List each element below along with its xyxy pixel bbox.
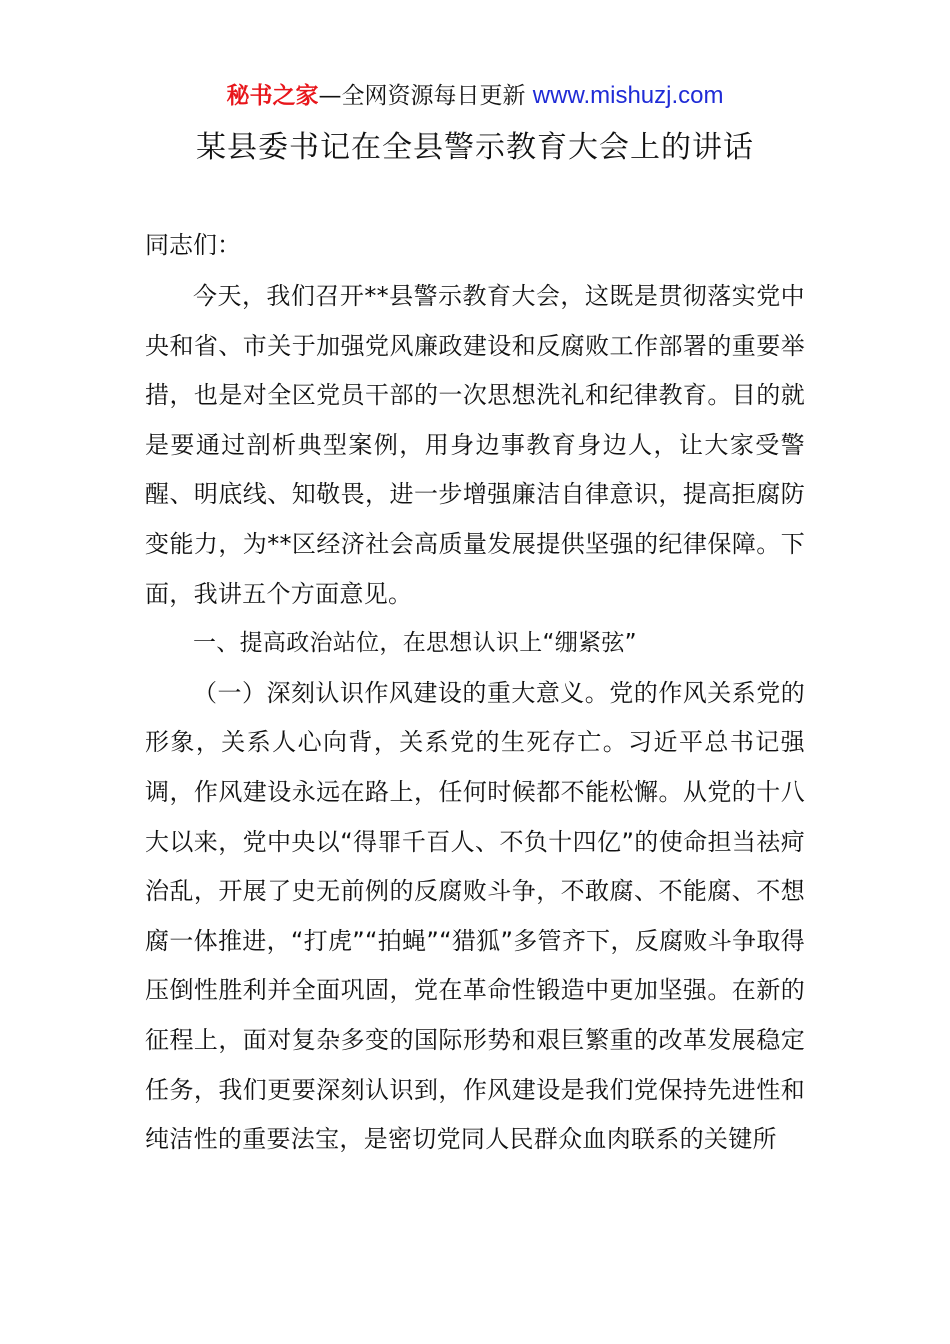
greeting: 同志们： <box>145 231 241 259</box>
document-title: 某县委书记在全县警示教育大会上的讲话 <box>196 130 754 165</box>
site-tagline: —全网资源每日更新 <box>318 83 533 109</box>
paragraph-intro: 今天，我们召开**县警示教育大会，这既是贯彻落实党中央和省、市关于加强党风廉政建设和反腐败工作部署的重要举措，也是对全区党员干部的一次思想洗礼和纪律教育。目的就是要通过剖析典型案例，用身边事教育身边人，让大家受警醒、明底线、知敬畏，进一步增强廉洁自律意识，提高拒腐防变能力，为**区经济社会高质量发展提供坚强的纪律保障。下面，我讲五个方面意见。 <box>145 282 805 608</box>
site-brand: 秘书之家 <box>226 83 319 109</box>
section-heading-1: 一、提高政治站位，在思想认识上“绷紧弦” <box>193 630 637 657</box>
paragraph-section-1-1: （一）深刻认识作风建设的重大意义。党的作风关系党的形象，关系人心向背，关系党的生死存亡。习近平总书记强调，作风建设永远在路上，任何时候都不能松懈。从党的十八大以来，党中央以“得罪千百人、不负十四亿”的使命担当祛疴治乱，开展了史无前例的反腐败斗争，不敢腐、不能腐、不想腐一体推进，“打虎”“拍蝇”“猎狐”多管齐下，反腐败斗争取得压倒性胜利并全面巩固，党在革命性锻造中更加坚强。在新的征程上，面对复杂多变的国际形势和艰巨繁重的改革发展稳定任务，我们更要深刻认识到，作风建设是我们党保持先进性和纯洁性的重要法宝，是密切党同人民群众血肉联系的关键所 <box>145 678 805 1154</box>
document-body <box>145 222 805 1165</box>
site-url-link[interactable]: www.mishuzj.com <box>532 82 724 109</box>
site-header <box>0 80 950 112</box>
